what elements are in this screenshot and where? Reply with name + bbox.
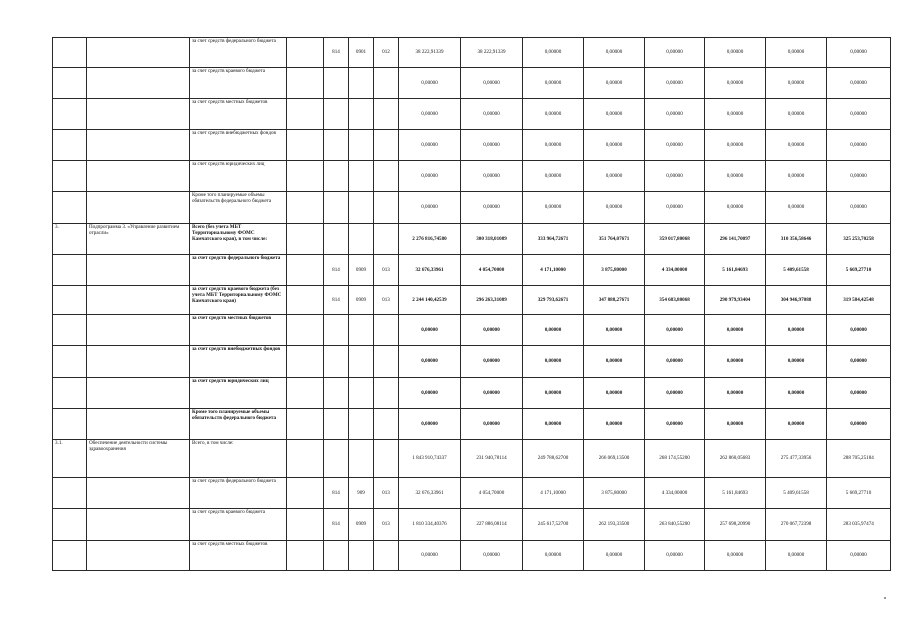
- amount-cell: 290 979,93404: [705, 286, 766, 315]
- amount-cell: 0,00000: [766, 161, 827, 192]
- table-row: [53, 346, 891, 378]
- amount-cell: 0,00000: [766, 38, 827, 68]
- scan-speck: [884, 597, 886, 599]
- amount-cell: 4 334,00000: [645, 478, 705, 509]
- amount-cell: 270 067,72398: [766, 509, 827, 541]
- code-cell: [324, 440, 349, 478]
- amount-cell: 0,00000: [584, 541, 645, 571]
- code-cell: [349, 130, 374, 161]
- table-row: [53, 315, 891, 346]
- funding-source-cell: Всего, в том числе:: [190, 440, 287, 478]
- amount-cell: 231 940,78114: [461, 440, 523, 478]
- executor-cell: [287, 286, 324, 315]
- funding-source-cell: за счет средств федерального бюджета: [190, 38, 287, 68]
- amount-cell: 0,00000: [461, 315, 523, 346]
- amount-cell: 32 676,33961: [399, 255, 461, 286]
- code-cell: [374, 224, 399, 255]
- amount-cell: 262 860,05683: [705, 440, 766, 478]
- code-cell: 814: [324, 509, 349, 541]
- amount-cell: 0,00000: [827, 99, 891, 130]
- amount-cell: 0,00000: [645, 68, 705, 99]
- funding-source-cell: за счет средств федерального бюджета: [190, 478, 287, 509]
- amount-cell: 0,00000: [705, 315, 766, 346]
- row-number-cell: [53, 509, 87, 541]
- code-cell: 0901: [349, 38, 374, 68]
- amount-cell: 227 886,08114: [461, 509, 523, 541]
- amount-cell: 0,00000: [645, 378, 705, 409]
- amount-cell: 0,00000: [766, 99, 827, 130]
- code-cell: [324, 378, 349, 409]
- amount-cell: 5 409,61558: [766, 255, 827, 286]
- budget-table: [52, 37, 891, 571]
- code-cell: 814: [324, 38, 349, 68]
- code-cell: 0909: [349, 255, 374, 286]
- amount-cell: 5 669,27710: [827, 255, 891, 286]
- amount-cell: 4 171,10000: [523, 478, 584, 509]
- program-name-cell: [87, 286, 190, 315]
- amount-cell: 4 054,70000: [461, 478, 523, 509]
- amount-cell: 0,00000: [705, 99, 766, 130]
- amount-cell: 354 683,80068: [645, 286, 705, 315]
- amount-cell: 0,00000: [645, 409, 705, 440]
- amount-cell: 310 356,58646: [766, 224, 827, 255]
- row-number-cell: [53, 409, 87, 440]
- program-name-cell: [87, 315, 190, 346]
- amount-cell: 263 840,55200: [645, 509, 705, 541]
- amount-cell: 0,00000: [461, 161, 523, 192]
- code-cell: [349, 440, 374, 478]
- executor-cell: [287, 378, 324, 409]
- funding-source-cell: за счет средств краевого бюджета (без учета МБТ Территориальному ФОМС Камчатского края): [190, 286, 287, 315]
- amount-cell: 0,00000: [705, 192, 766, 224]
- code-cell: [349, 99, 374, 130]
- amount-cell: 275 477,33956: [766, 440, 827, 478]
- code-cell: [324, 130, 349, 161]
- executor-cell: [287, 68, 324, 99]
- row-number-cell: [53, 346, 87, 378]
- amount-cell: 0,00000: [399, 315, 461, 346]
- code-cell: [324, 541, 349, 571]
- code-cell: 012: [374, 38, 399, 68]
- code-cell: 013: [374, 286, 399, 315]
- amount-cell: 0,00000: [827, 315, 891, 346]
- amount-cell: 0,00000: [523, 161, 584, 192]
- amount-cell: 38 222,91339: [461, 38, 523, 68]
- amount-cell: 0,00000: [827, 192, 891, 224]
- row-number-cell: [53, 38, 87, 68]
- table-row: [53, 68, 891, 99]
- table-row: [53, 130, 891, 161]
- program-name-cell: Обеспечение деятельности системы здравоохранения: [87, 440, 190, 478]
- amount-cell: 0,00000: [827, 346, 891, 378]
- amount-cell: 0,00000: [766, 409, 827, 440]
- amount-cell: 0,00000: [523, 315, 584, 346]
- funding-source-cell: Кроме того планируемые объемы обязательств федерального бюджета: [190, 409, 287, 440]
- executor-cell: [287, 130, 324, 161]
- executor-cell: [287, 541, 324, 571]
- code-cell: [374, 161, 399, 192]
- funding-source-cell: Кроме того планируемые объемы обязательств федерального бюджета: [190, 192, 287, 224]
- amount-cell: 0,00000: [399, 161, 461, 192]
- amount-cell: 0,00000: [766, 68, 827, 99]
- amount-cell: 0,00000: [584, 315, 645, 346]
- funding-source-cell: за счет средств местных бюджетов: [190, 315, 287, 346]
- executor-cell: [287, 224, 324, 255]
- amount-cell: 0,00000: [584, 68, 645, 99]
- program-name-cell: [87, 130, 190, 161]
- amount-cell: 1 810 334,40376: [399, 509, 461, 541]
- row-number-cell: [53, 192, 87, 224]
- amount-cell: 0,00000: [523, 68, 584, 99]
- amount-cell: 3 875,80000: [584, 255, 645, 286]
- amount-cell: 0,00000: [827, 130, 891, 161]
- table-row: [53, 38, 891, 68]
- amount-cell: 268 174,55200: [645, 440, 705, 478]
- code-cell: [349, 224, 374, 255]
- amount-cell: 0,00000: [645, 130, 705, 161]
- code-cell: 814: [324, 478, 349, 509]
- code-cell: [349, 409, 374, 440]
- amount-cell: 4 054,70000: [461, 255, 523, 286]
- amount-cell: 0,00000: [766, 130, 827, 161]
- amount-cell: 3 875,80000: [584, 478, 645, 509]
- amount-cell: 0,00000: [705, 409, 766, 440]
- amount-cell: 0,00000: [766, 315, 827, 346]
- code-cell: 814: [324, 286, 349, 315]
- amount-cell: 0,00000: [705, 161, 766, 192]
- amount-cell: 0,00000: [584, 378, 645, 409]
- amount-cell: 329 793,62671: [523, 286, 584, 315]
- amount-cell: 0,00000: [827, 161, 891, 192]
- amount-cell: 0,00000: [523, 409, 584, 440]
- table-row: [53, 541, 891, 571]
- amount-cell: 0,00000: [399, 130, 461, 161]
- code-cell: [349, 346, 374, 378]
- amount-cell: 0,00000: [827, 38, 891, 68]
- program-name-cell: [87, 378, 190, 409]
- amount-cell: 1 843 910,74337: [399, 440, 461, 478]
- amount-cell: 0,00000: [461, 68, 523, 99]
- amount-cell: 0,00000: [645, 541, 705, 571]
- amount-cell: 249 788,62700: [523, 440, 584, 478]
- amount-cell: 4 171,10000: [523, 255, 584, 286]
- code-cell: 013: [374, 478, 399, 509]
- amount-cell: 0,00000: [523, 192, 584, 224]
- amount-cell: 32 676,33961: [399, 478, 461, 509]
- code-cell: [324, 192, 349, 224]
- amount-cell: 0,00000: [766, 378, 827, 409]
- program-name-cell: [87, 255, 190, 286]
- table-row: [53, 286, 891, 315]
- amount-cell: 0,00000: [523, 38, 584, 68]
- amount-cell: 288 705,25184: [827, 440, 891, 478]
- executor-cell: [287, 478, 324, 509]
- executor-cell: [287, 192, 324, 224]
- code-cell: [374, 99, 399, 130]
- amount-cell: 0,00000: [645, 38, 705, 68]
- code-cell: [349, 161, 374, 192]
- amount-cell: 5 161,84693: [705, 478, 766, 509]
- amount-cell: 5 669,27710: [827, 478, 891, 509]
- amount-cell: 351 764,07671: [584, 224, 645, 255]
- code-cell: 0909: [349, 509, 374, 541]
- amount-cell: 0,00000: [584, 346, 645, 378]
- amount-cell: 319 584,42548: [827, 286, 891, 315]
- code-cell: [324, 315, 349, 346]
- amount-cell: 347 888,27671: [584, 286, 645, 315]
- amount-cell: 0,00000: [827, 378, 891, 409]
- amount-cell: 5 409,61558: [766, 478, 827, 509]
- table-row: [53, 378, 891, 409]
- table-row: [53, 224, 891, 255]
- code-cell: [374, 68, 399, 99]
- executor-cell: [287, 440, 324, 478]
- table-row: [53, 478, 891, 509]
- executor-cell: [287, 38, 324, 68]
- row-number-cell: [53, 255, 87, 286]
- amount-cell: 0,00000: [461, 541, 523, 571]
- amount-cell: 0,00000: [399, 99, 461, 130]
- code-cell: [324, 68, 349, 99]
- code-cell: [374, 315, 399, 346]
- amount-cell: 0,00000: [827, 409, 891, 440]
- code-cell: [349, 192, 374, 224]
- amount-cell: 296 263,31089: [461, 286, 523, 315]
- program-name-cell: Подпрограмма 3. «Управление развитием отрасли»: [87, 224, 190, 255]
- amount-cell: 0,00000: [705, 130, 766, 161]
- amount-cell: 0,00000: [645, 161, 705, 192]
- amount-cell: 0,00000: [399, 192, 461, 224]
- code-cell: [349, 68, 374, 99]
- row-number-cell: [53, 286, 87, 315]
- amount-cell: 300 318,01089: [461, 224, 523, 255]
- code-cell: [324, 409, 349, 440]
- funding-source-cell: за счет средств местных бюджетов: [190, 541, 287, 571]
- code-cell: [374, 192, 399, 224]
- row-number-cell: [53, 315, 87, 346]
- amount-cell: 304 946,97088: [766, 286, 827, 315]
- amount-cell: 0,00000: [399, 68, 461, 99]
- code-cell: 909: [349, 478, 374, 509]
- amount-cell: 0,00000: [766, 192, 827, 224]
- amount-cell: 283 035,97474: [827, 509, 891, 541]
- amount-cell: 0,00000: [705, 38, 766, 68]
- amount-cell: 0,00000: [705, 68, 766, 99]
- program-name-cell: [87, 192, 190, 224]
- amount-cell: 4 334,00000: [645, 255, 705, 286]
- row-number-cell: [53, 99, 87, 130]
- amount-cell: 0,00000: [461, 192, 523, 224]
- program-name-cell: [87, 68, 190, 99]
- amount-cell: 266 069,13500: [584, 440, 645, 478]
- amount-cell: 0,00000: [584, 99, 645, 130]
- amount-cell: 0,00000: [827, 541, 891, 571]
- amount-cell: 0,00000: [584, 161, 645, 192]
- amount-cell: 359 017,80068: [645, 224, 705, 255]
- executor-cell: [287, 315, 324, 346]
- amount-cell: 2 244 140,42539: [399, 286, 461, 315]
- code-cell: [374, 378, 399, 409]
- code-cell: [349, 315, 374, 346]
- funding-source-cell: за счет средств федерального бюджета: [190, 255, 287, 286]
- table-row: [53, 255, 891, 286]
- amount-cell: 0,00000: [584, 38, 645, 68]
- amount-cell: 0,00000: [523, 541, 584, 571]
- amount-cell: 0,00000: [645, 99, 705, 130]
- amount-cell: 0,00000: [645, 346, 705, 378]
- row-number-cell: [53, 478, 87, 509]
- amount-cell: 0,00000: [827, 68, 891, 99]
- executor-cell: [287, 99, 324, 130]
- code-cell: 013: [374, 509, 399, 541]
- amount-cell: 333 964,72671: [523, 224, 584, 255]
- table-row: [53, 99, 891, 130]
- row-number-cell: [53, 378, 87, 409]
- amount-cell: 0,00000: [584, 130, 645, 161]
- funding-source-cell: Всего (без учета МБТ Территориальному ФОМС Камчатского края), в том числе:: [190, 224, 287, 255]
- amount-cell: 0,00000: [399, 409, 461, 440]
- row-number-cell: [53, 68, 87, 99]
- amount-cell: 0,00000: [399, 346, 461, 378]
- amount-cell: 2 276 816,74580: [399, 224, 461, 255]
- amount-cell: 0,00000: [766, 541, 827, 571]
- amount-cell: 0,00000: [523, 130, 584, 161]
- amount-cell: 0,00000: [461, 378, 523, 409]
- code-cell: [374, 346, 399, 378]
- executor-cell: [287, 161, 324, 192]
- amount-cell: 38 222,91339: [399, 38, 461, 68]
- program-name-cell: [87, 509, 190, 541]
- executor-cell: [287, 346, 324, 378]
- code-cell: [349, 378, 374, 409]
- program-name-cell: [87, 38, 190, 68]
- amount-cell: 0,00000: [461, 346, 523, 378]
- funding-source-cell: за счет средств краевого бюджета: [190, 509, 287, 541]
- program-name-cell: [87, 346, 190, 378]
- amount-cell: 0,00000: [705, 541, 766, 571]
- table-row: [53, 440, 891, 478]
- amount-cell: 325 253,70258: [827, 224, 891, 255]
- table-row: [53, 409, 891, 440]
- amount-cell: 0,00000: [523, 346, 584, 378]
- code-cell: 0909: [349, 286, 374, 315]
- funding-source-cell: за счет средств краевого бюджета: [190, 68, 287, 99]
- amount-cell: 0,00000: [766, 346, 827, 378]
- program-name-cell: [87, 161, 190, 192]
- code-cell: 814: [324, 255, 349, 286]
- funding-source-cell: за счет средств местных бюджетов: [190, 99, 287, 130]
- amount-cell: 0,00000: [399, 378, 461, 409]
- code-cell: [374, 440, 399, 478]
- amount-cell: 0,00000: [461, 130, 523, 161]
- code-cell: [374, 130, 399, 161]
- row-number-cell: 3.1.: [53, 440, 87, 478]
- program-name-cell: [87, 541, 190, 571]
- program-name-cell: [87, 409, 190, 440]
- row-number-cell: 3.: [53, 224, 87, 255]
- amount-cell: 0,00000: [399, 541, 461, 571]
- amount-cell: 0,00000: [461, 99, 523, 130]
- amount-cell: 0,00000: [645, 315, 705, 346]
- row-number-cell: [53, 541, 87, 571]
- code-cell: [324, 224, 349, 255]
- amount-cell: 0,00000: [705, 346, 766, 378]
- executor-cell: [287, 409, 324, 440]
- amount-cell: 5 161,84693: [705, 255, 766, 286]
- code-cell: [324, 161, 349, 192]
- row-number-cell: [53, 161, 87, 192]
- funding-source-cell: за счет средств юридических лиц: [190, 161, 287, 192]
- executor-cell: [287, 255, 324, 286]
- code-cell: [324, 99, 349, 130]
- funding-source-cell: за счет средств внебюджетных фондов: [190, 130, 287, 161]
- table-body: [53, 38, 891, 571]
- amount-cell: 296 141,70097: [705, 224, 766, 255]
- code-cell: [349, 541, 374, 571]
- amount-cell: 0,00000: [523, 99, 584, 130]
- amount-cell: 0,00000: [645, 192, 705, 224]
- program-name-cell: [87, 99, 190, 130]
- code-cell: [374, 541, 399, 571]
- code-cell: [324, 346, 349, 378]
- code-cell: 013: [374, 255, 399, 286]
- row-number-cell: [53, 130, 87, 161]
- funding-source-cell: за счет средств внебюджетных фондов: [190, 346, 287, 378]
- amount-cell: 257 698,20990: [705, 509, 766, 541]
- amount-cell: 245 617,52700: [523, 509, 584, 541]
- amount-cell: 0,00000: [705, 378, 766, 409]
- table-row: [53, 509, 891, 541]
- program-name-cell: [87, 478, 190, 509]
- amount-cell: 262 193,33500: [584, 509, 645, 541]
- code-cell: [374, 409, 399, 440]
- amount-cell: 0,00000: [584, 192, 645, 224]
- table-row: [53, 161, 891, 192]
- table-row: [53, 192, 891, 224]
- executor-cell: [287, 509, 324, 541]
- amount-cell: 0,00000: [584, 409, 645, 440]
- amount-cell: 0,00000: [461, 409, 523, 440]
- funding-source-cell: за счет средств юридических лиц: [190, 378, 287, 409]
- amount-cell: 0,00000: [523, 378, 584, 409]
